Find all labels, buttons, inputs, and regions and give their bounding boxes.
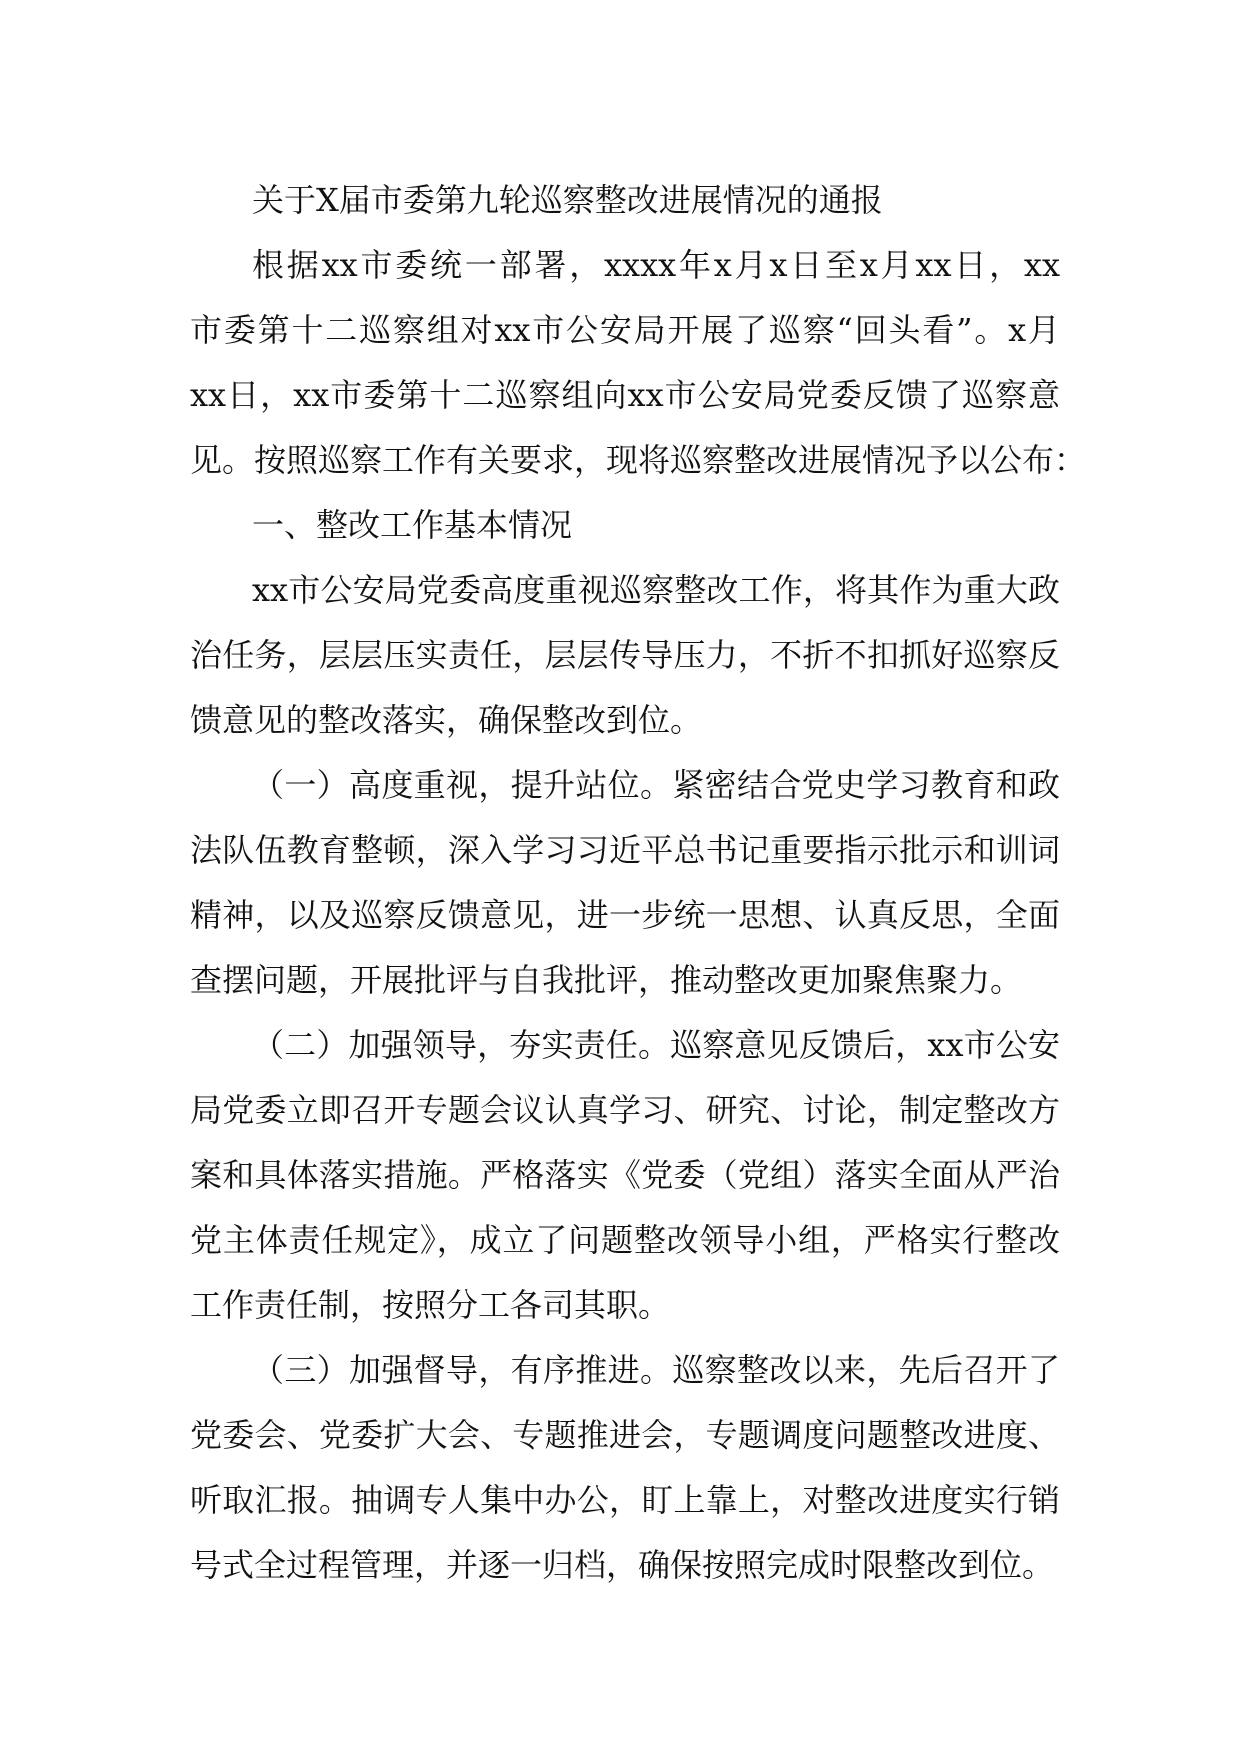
- point-1-paragraph: [190, 753, 1060, 1013]
- point-3-paragraph: [190, 1338, 1060, 1598]
- paragraph-line: （三）加强督导，有序推进。巡察整改以来，先后召开了: [252, 1351, 1060, 1389]
- paragraph-line: 馈意见的整改落实，确保整改到位。: [190, 701, 703, 739]
- paragraph-line: 案和具体落实措施。严格落实《党委（党组）落实全面从严治: [190, 1156, 1060, 1194]
- paragraph-line: xx市公安局党委高度重视巡察整改工作，将其作为重大政: [252, 571, 1060, 609]
- point-2-paragraph: [190, 1013, 1060, 1338]
- paragraph-line: 精神，以及巡察反馈意见，进一步统一思想、认真反思，全面: [190, 896, 1060, 934]
- paragraph-line: 法队伍教育整顿，深入学习习近平总书记重要指示批示和训词: [190, 831, 1060, 869]
- paragraph-line: （二）加强领导，夯实责任。巡察意见反馈后，xx市公安: [252, 1026, 1060, 1064]
- section-heading-1: [190, 493, 1060, 558]
- paragraph-line: 查摆问题，开展批评与自我批评，推动整改更加聚焦聚力。: [190, 961, 1023, 999]
- paragraph-line: 治任务，层层压实责任，层层传导压力，不折不扣抓好巡察反: [190, 636, 1060, 674]
- paragraph-line: xx日，xx市委第十二巡察组向xx市公安局党委反馈了巡察意: [190, 376, 1060, 414]
- document-page: [190, 168, 1087, 1598]
- paragraph-line: 党主体责任规定》，成立了问题整改领导小组，严格实行整改: [190, 1221, 1060, 1259]
- paragraph-line: 见。按照巡察工作有关要求，现将巡察整改进展情况予以公布：: [190, 441, 1087, 479]
- document-title: 关于X届市委第九轮巡察整改进展情况的通报: [252, 181, 883, 219]
- section-heading: 一、整改工作基本情况: [252, 506, 573, 544]
- paragraph-line: 工作责任制，按照分工各司其职。: [190, 1286, 671, 1324]
- overview-paragraph: [190, 558, 1060, 753]
- paragraph-line: 局党委立即召开专题会议认真学习、研究、讨论，制定整改方: [190, 1091, 1060, 1129]
- paragraph-line: （一）高度重视，提升站位。紧密结合党史学习教育和政: [252, 766, 1060, 804]
- paragraph-line: 听取汇报。抽调专人集中办公，盯上靠上，对整改进度实行销: [190, 1481, 1060, 1519]
- intro-paragraph: [190, 233, 1087, 493]
- paragraph-line: 号式全过程管理，并逐一归档，确保按照完成时限整改到位。: [190, 1546, 1055, 1584]
- paragraph-line: 党委会、党委扩大会、专题推进会，专题调度问题整改进度、: [190, 1416, 1060, 1454]
- paragraph-line: 根据xx市委统一部署，xxxx年x月x日至x月xx日，xx: [252, 246, 1060, 284]
- paragraph-line: 市委第十二巡察组对xx市公安局开展了巡察“回头看”。x月: [190, 311, 1060, 349]
